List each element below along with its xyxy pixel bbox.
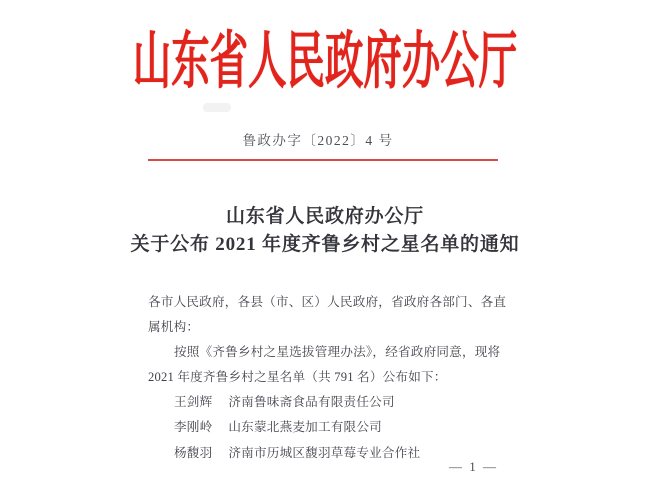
salutation-line: 属机构： — [148, 320, 200, 335]
star-name: 李刚岭 — [174, 420, 213, 435]
scan-smudge — [203, 103, 231, 112]
notice-title — [0, 203, 650, 259]
star-name: 杨馥羽 — [174, 445, 213, 460]
star-list-row — [148, 415, 500, 440]
red-divider-line — [148, 159, 498, 161]
paragraph-line: 2021 年度齐鲁乡村之星名单（共 791 名）公布如下： — [148, 370, 447, 385]
doc-number: 鲁政办字〔2022〕4 号 — [242, 133, 394, 148]
notice-body — [148, 290, 507, 466]
star-company: 济南市历城区馥羽草莓专业合作社 — [228, 445, 421, 460]
star-company: 山东蒙北燕麦加工有限公司 — [228, 420, 382, 435]
masthead-org-name: 山东省人民政府办公厅 — [132, 28, 518, 96]
star-list-row — [148, 390, 500, 415]
notice-title-line1: 山东省人民政府办公厅 — [225, 206, 424, 227]
page-number: — 1 — — [449, 459, 498, 474]
star-company: 济南鲁味斋食品有限责任公司 — [228, 395, 395, 410]
notice-title-line2: 关于公布 2021 年度齐鲁乡村之星名单的通知 — [130, 234, 520, 255]
star-name: 王剑辉 — [174, 395, 213, 410]
salutation-line: 各市人民政府，各县（市、区）人民政府，省政府各部门、各直 — [148, 295, 507, 309]
paragraph-line: 按照《齐鲁乡村之星选拔管理办法》，经省政府同意，现将 — [174, 345, 501, 360]
